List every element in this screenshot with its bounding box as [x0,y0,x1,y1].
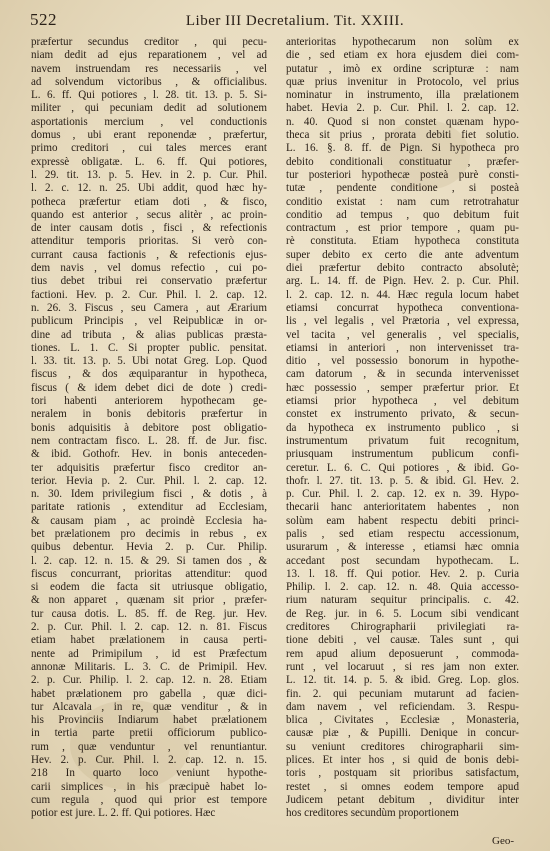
text-line: dem navis , vel domus refectio , cui po- [31,262,267,275]
text-line: super debito ex certo die ante adventum [286,248,519,261]
text-line: l. 29. tit. 13. p. 5. Hev. in 2. p. Cur. Phil. [31,168,267,181]
text-line: lis , vel legalis , vel Prætoria , vel expressa, [286,315,519,328]
text-line: diei præfertur debito contracto absolutè; [286,262,519,275]
text-line: fiscus concurrant, prioritas attenditur: quod [31,567,267,580]
text-line: palis , sed etiam respectu accessionum, [286,527,519,540]
text-line: tutæ , pendente conditione , si posteà [286,182,519,195]
text-line: n. 30. Idem privilegium fisci , & dotis , à [31,488,267,501]
text-line: domus , ubi erant reponendæ , præfertur, [31,129,267,142]
text-line: l. 2. cap. 12. n. 15. & 29. Si tamen dos , & [31,554,267,567]
text-line: plices. Et inter hos , si quid de bonis debi- [286,754,519,767]
text-line: tione debiti , vel causæ. Tales sunt , qui [286,634,519,647]
text-line: etiamsi in anteriori , non intervenisset tra- [286,341,519,354]
text-line: neralem in bonis debitoris præfertur in [31,408,267,421]
text-line: his Provinciis Indiarum habet prælationem [31,714,267,727]
text-line: hæc possessio , semper præfertur prior. Et [286,381,519,394]
text-line: hos creditores secundùm proportionem [286,807,459,820]
text-line: L. 12. tit. 14. p. 5. & ibid. Greg. Lop. glos. [286,674,519,687]
text-line: tiones. L. 1. C. Si propter public. pensitat. [31,341,267,354]
text-line: cum regula , quod qui prior est tempore [31,793,267,806]
text-line: niam dedit ad ejus reparationem , vel ad [31,49,267,62]
text-line: quæ prius invenitur in Protocolo, vel prius [286,75,519,88]
text-line: instrumentum privatum fuit recognitum, [286,434,519,447]
text-line: 2. p. Cur. Phil. l. 2. cap. 12. n. 81. Fiscus [31,621,267,634]
text-line: 13. l. 18. ff. Qui potior. Hev. 2. p. Curia [286,567,519,580]
text-line: præfertur secundus creditor , qui pecu- [31,36,267,48]
text-line: expressè obligatæ. L. 6. ff. Qui potiores, [31,155,267,168]
text-line: dam navem , vel reficiendam. 3. Respu- [286,700,519,713]
text-line: de Reg. jur. in 6. 5. Locum sibi vendicant [286,607,519,620]
text-line: blica , Civitates , Ecclesiæ , Monasteria, [286,714,519,727]
text-line: n. 26. 3. Fiscus , seu Camera , aut Ærarium [31,301,267,314]
text-line: su veniunt creditores chirographarii sim- [286,740,519,753]
text-line: rum , quæ venduntur , vel renuntiantur. [31,740,267,753]
text-line: usurarum , & interesse , etiamsi hæc omnia [286,541,519,554]
page-header [30,10,520,32]
text-line: n. 40. Quod si non constet quænam hypo- [286,115,519,128]
text-line: solùm eam habent respectu debiti princi- [286,514,519,527]
text-line: L. 16. §. 8. ff. de Pign. Si hypotheca pro [286,142,519,155]
text-line: rium naturam sequitur principalis. c. 42. [286,594,519,607]
text-line: toris , postquam sit prioribus satisfactum, [286,767,519,780]
text-line: conditio existat : nam cum retrotrahatur [286,195,519,208]
text-line: anterioritas hypothecarum non solùm ex [286,36,519,48]
text-line: habet prælationem pro gabella , quæ dici- [31,687,267,700]
text-line: p. Cur. Phil. l. 2. cap. 12. ex n. 39. Hypo- [286,488,519,501]
text-line: Hev. 2. p. Cur. Phil. l. 2. cap. 12. n. 15. [31,754,267,767]
text-line: contractum , est prior tempore , quam pu- [286,222,519,235]
text-line: conditio ad tempus , quo debitum fuit [286,208,519,221]
text-line: Philip. l. 2. cap. 12. n. 48. Quia accesso- [286,581,519,594]
text-line: fin. 2. qui pecuniam mutarunt ad facien- [286,687,519,700]
text-line: nominatur in instrumento, illa prælationem [286,89,519,102]
text-line: dine ad tributa , & alias publicas præsta- [31,328,267,341]
text-line: ditio , vel possessio bonorum in hypothe- [286,355,519,368]
text-line: arg. L. 14. ff. de Pign. Hev. 2. p. Cur. Phil. [286,275,519,288]
right-text-column [286,36,519,821]
text-line: vel tacita , vel generalis , vel specialis, [286,328,519,341]
text-line: etiamsi concurrat hypotheca conventiona- [286,301,519,314]
text-line: accedant post secundam hypothecam. L. [286,554,519,567]
text-line: paritate rationis , extenditur ad Ecclesiam, [31,501,267,514]
text-line: putatur , imò ex ordine scripturæ : nam [286,62,519,75]
text-line: 2. p. Cur. Philip. l. 2. cap. 12. n. 28. Etiam [31,674,267,687]
text-line: debito conditionali constituatur , præfer- [286,155,519,168]
text-line: quibus debentur. Hevia 2. p. Cur. Philip. [31,541,267,554]
text-line: primo creditori , cui tales merces erant [31,142,267,155]
running-title: Liber III Decretalium. Tit. XXIII. [185,13,405,29]
text-line: ter adquisitis præfertur fisco creditor an- [31,461,267,474]
text-line: l. 2. c. 12. n. 25. Ubi addit, quod hæc hy- [31,182,267,195]
text-line: attenditur temporis prioritas. Si verò con- [31,235,267,248]
text-line: ad solvendum victoribus , & officialibus. [31,75,267,88]
text-line: & ibid. Gothofr. Hev. in bonis anteceden- [31,448,267,461]
text-line: ceretur. L. 6. C. Qui potiores , & ibid. Go- [286,461,519,474]
text-line: si eodem die facta sit utriusque obligatio, [31,581,267,594]
text-line: asportationis mercium , vel conductionis [31,115,267,128]
text-line: in tertia parte pretii officiorum publico- [31,727,267,740]
text-line: l. 2. cap. 12. n. 44. Hæc regula locum habet [286,288,519,301]
text-line: restet , si omnes eodem tempore apud [286,780,519,793]
text-line: bet prælationem pro decimis in rebus , ex [31,527,267,540]
text-line: thofr. l. 27. tit. 13. p. 5. & ibid. Gl. Hev. 2. [286,474,519,487]
text-line: rem apud alium deposuerunt , commoda- [286,647,519,660]
text-line: L. 6. ff. Qui potiores , l. 28. tit. 13. p. 5. Si- [31,89,267,102]
text-line: currant causa factionis , & refectionis ejus- [31,248,267,261]
text-line: causæ piæ , & Pupilli. Denique in concur- [286,727,519,740]
text-line: l. 33. tit. 13. p. 5. Ubi notat Greg. Lop. Quod [31,355,267,368]
text-line: terior. Hevia p. 2. Cur. Phil. l. 2. cap. 12. [31,474,267,487]
text-line: rè constituta. Etiam hypotheca constituta [286,235,519,248]
text-line: potheca præfertur etiam doti , & fisco, [31,195,267,208]
text-line: nem contractam fisco. L. 28. ff. de Jur. fisc. [31,434,267,447]
text-line: cam datorum , & in secunda intervenisset [286,368,519,381]
catchword: Geo- [492,835,514,847]
text-line: creditores Chirographarii privilegiati ra- [286,621,519,634]
text-line: annonæ Militaris. L. 3. C. de Primipil. Hev. [31,660,267,673]
text-line: de inter causam dotis , fisci , & refectionis [31,222,267,235]
page-number: 522 [30,10,57,29]
text-line: bonis adquisitis à debitore post obligatio- [31,421,267,434]
text-line: etiam habet prælationem in causa perti- [31,634,267,647]
text-line: tius debet tribui rei conservatio præfertur [31,275,267,288]
text-line: habet. Hevia 2. p. Cur. Phil. l. 2. cap. 12. [286,102,519,115]
text-line: die , sed etiam ex hora ejusdem diei com- [286,49,519,62]
text-line: & causam piam , ac proindè Ecclesia ha- [31,514,267,527]
text-line: fiscus ( & idem debet dici de dote ) credi- [31,381,267,394]
text-line: publicum Principis , vel Reipublicæ in or- [31,315,267,328]
text-line: theca sit prius , prorata debiti fiet solutio. [286,129,519,142]
text-line: fiscus , & dos æquiparantur in hypotheca, [31,368,267,381]
text-line: militer , qui pecuniam dedit ad solutionem [31,102,267,115]
left-text-column [31,36,267,821]
text-line: 218 In quarto loco veniunt hypothe- [31,767,267,780]
text-line: Judicem petant debitum , dividitur inter [286,793,519,806]
text-line: tori habenti anteriorem hypothecam ge- [31,395,267,408]
text-line: nente ad Primipilum , id est Præfectum [31,647,267,660]
text-line: carii simplices , in his præcipuè habet lo- [31,780,267,793]
text-line: tur posteriori hypothecæ posteà purè consti- [286,168,519,181]
text-line: priusquam instrumentum publicum confi- [286,448,519,461]
text-line: tur Alcavala , in re, quæ venditur , & in [31,700,267,713]
text-line: thecarii hanc anterioritatem habentes , non [286,501,519,514]
text-line: constet ex instrumento privato, & secun- [286,408,519,421]
text-line: factioni. Hev. p. 2. Cur. Phil. l. 2. cap. 12. [31,288,267,301]
text-line: tur causa dotis. L. 85. ff. de Reg. jur. Hev. [31,607,267,620]
text-line: potior est jure. L. 2. ff. Qui potiores. Hæc [31,807,216,820]
text-line: etiamsi prior hypotheca , vel debitum [286,395,519,408]
text-line: quando est anterior , secus alitèr , ac proin- [31,208,267,221]
text-line: & non apparet , quænam sit prior , præfer- [31,594,267,607]
text-line: runt , vel locaruut , si res jam non exter. [286,660,519,673]
text-line: navem instruendam res necessariis , vel [31,62,267,75]
text-line: da hypotheca ex instrumento publico , si [286,421,519,434]
